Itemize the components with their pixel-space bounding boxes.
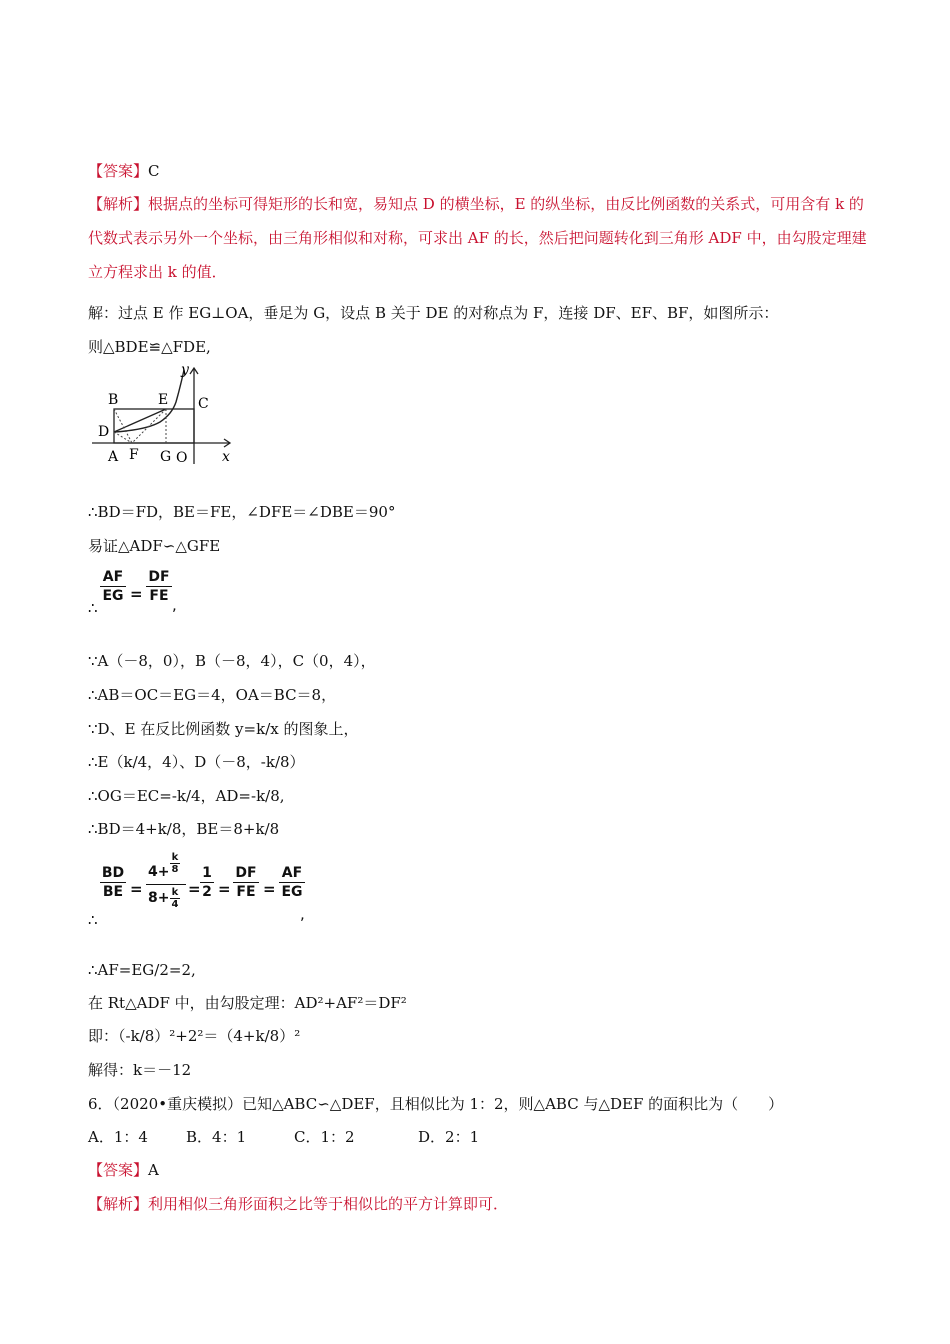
hyperbola-curve (114, 370, 184, 432)
denominator: BE (102, 884, 124, 900)
q6-answer-line (88, 1160, 159, 1180)
numerator: DF (235, 865, 257, 881)
fraction-af-eg (100, 568, 126, 605)
q6-analysis-line (88, 1194, 508, 1214)
answer-line (88, 161, 160, 181)
label-o: O (176, 450, 188, 466)
fraction-k-expression (146, 852, 186, 916)
label-b: B (108, 392, 119, 408)
equals-sign: = (130, 585, 143, 603)
therefore-symbol: ∴ (88, 599, 98, 617)
small-denominator: 4 (171, 899, 179, 910)
denominator: FE (236, 884, 256, 900)
small-numerator: k (171, 852, 179, 863)
numerator: DF (148, 569, 170, 585)
small-numerator: k (171, 887, 179, 898)
denominator-prefix: 8+ (148, 890, 170, 906)
question-6: 6．（2020•重庆模拟）已知△ABC∽△DEF，且相似比为 1：2，则△ABC 与△DEF 的面积比为（ ） (88, 1095, 784, 1113)
option-a: A．1：4 (88, 1128, 148, 1146)
segment-ef (132, 409, 166, 443)
analysis-tag: 【解析】 (88, 195, 149, 213)
numerator: 1 (202, 865, 212, 881)
denominator: EG (281, 884, 303, 900)
fraction-df-fe (233, 864, 259, 901)
answer-tag: 【答案】 (88, 1161, 149, 1179)
congruent-statement: 则△BDE≌△FDE, (88, 338, 211, 356)
analysis-tag: 【解析】 (88, 1195, 149, 1213)
step-11: 即：（-k/8）²+2²＝（4+k/8）² (88, 1027, 301, 1045)
label-a: A (108, 449, 119, 465)
option-c: C．1：2 (294, 1128, 355, 1146)
fraction-bd-be (100, 864, 126, 901)
answer-tag: 【答案】 (88, 162, 149, 180)
small-fraction-k4 (170, 887, 180, 910)
step-6: ∴E（k/4，4）、D（－8，-k/8） (88, 753, 305, 771)
numerator: AF (102, 569, 124, 585)
therefore-symbol: ∴ (88, 911, 98, 929)
denominator: EG (102, 588, 124, 604)
fraction-df-fe (146, 568, 172, 605)
comma: , (300, 905, 305, 923)
answer-value: C (148, 162, 160, 180)
step-8: ∴BD＝4+k/8，BE＝8+k/8 (88, 820, 280, 838)
label-d: D (98, 424, 110, 440)
step-7: ∴OG＝EC=-k/4，AD=-k/8, (88, 787, 285, 805)
option-d: D．2：1 (418, 1128, 480, 1146)
option-b: B．4：1 (186, 1128, 247, 1146)
numerator: AF (281, 865, 303, 881)
small-denominator: 8 (171, 864, 179, 875)
step-1: ∴BD＝FD，BE＝FE，∠DFE＝∠DBE＝90° (88, 503, 396, 521)
equals-sign: = (263, 880, 276, 898)
denominator: 2 (202, 884, 212, 900)
label-x: x (222, 449, 230, 465)
step-2: 易证△ADF∽△GFE (88, 537, 221, 555)
label-e: E (158, 392, 169, 408)
fraction-bar (146, 884, 186, 885)
label-c: C (198, 396, 209, 412)
coordinate-figure (88, 362, 248, 470)
equals-sign: = (188, 880, 201, 898)
small-fraction-k8 (170, 852, 180, 875)
analysis-text: 根据点的坐标可得矩形的长和宽，易知点 D 的横坐标，E 的纵坐标，由反比例函数的关系式，可用含有 k 的代数式表示另外一个坐标，由三角形相似和对称，可求出 AF 的长，然后把问题转化到三角形 ADF 中，由勾股定理建立方程求出 k 的值． (88, 195, 867, 281)
denominator: FE (149, 588, 169, 604)
segment-bf (114, 409, 132, 443)
step-5: ∵D、E 在反比例函数 y=k/x 的图象上， (88, 720, 359, 738)
fraction-af-eg (279, 864, 305, 901)
solution-intro: 解：过点 E 作 EG⊥OA，垂足为 G，设点 B 关于 DE 的对称点为 F，连接 DF、EF、BF，如图所示： (88, 304, 779, 322)
step-3: ∵A（－8，0），B（－8，4），C（0，4）， (88, 652, 376, 670)
step-10: 在 Rt△ADF 中，由勾股定理：AD²+AF²＝DF² (88, 994, 407, 1012)
numerator: BD (101, 865, 125, 881)
label-f: F (129, 447, 139, 463)
analysis-text: 利用相似三角形面积之比等于相似比的平方计算即可． (148, 1195, 509, 1213)
answer-value: A (148, 1161, 159, 1179)
label-g: G (160, 449, 172, 465)
equals-sign: = (218, 880, 231, 898)
analysis-paragraph (88, 187, 878, 289)
step-4: ∴AB＝OC＝EG＝4，OA＝BC＝8， (88, 686, 337, 704)
equals-sign: = (130, 880, 143, 898)
fraction-one-half (200, 864, 214, 901)
numerator-prefix: 4+ (148, 864, 170, 880)
step-9: ∴AF=EG/2=2, (88, 961, 196, 979)
comma: , (172, 596, 177, 614)
label-y: y (181, 362, 189, 378)
step-12: 解得：k＝－12 (88, 1061, 192, 1079)
